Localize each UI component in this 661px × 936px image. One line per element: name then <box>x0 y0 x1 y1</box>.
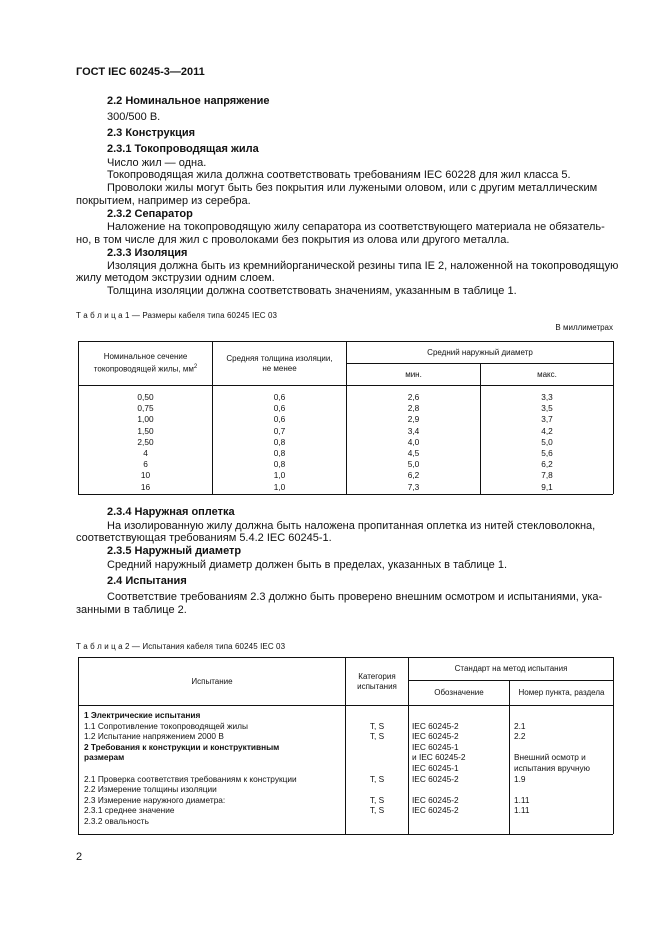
section-2-3-1-title: 2.3.1 Токопроводящая жила <box>107 143 259 155</box>
table1-header-min: мин. <box>405 369 422 379</box>
table-cell <box>514 784 610 795</box>
table-cell: и IEC 60245-2 <box>412 752 466 763</box>
paragraph: Изоляция должна быть из кремнийорганической резины типа IE 2, наложенной на токопроводящую <box>107 260 619 272</box>
table-cell: 0,50 <box>137 392 154 402</box>
table-cell: 5,0 <box>541 436 553 447</box>
table-cell: 4,5 <box>407 447 420 458</box>
table2-column-clause <box>514 710 610 827</box>
table-cell <box>412 784 508 795</box>
table-cell: 2.1 Проверка соответствия требованиям к конструкции <box>84 773 297 784</box>
table-cell: 0,75 <box>137 403 154 414</box>
table-cell <box>84 763 342 774</box>
table-cell: 2,8 <box>407 403 420 414</box>
table-cell: 0,6 <box>273 403 286 414</box>
table-cell: 1.11 <box>514 794 530 805</box>
table-cell: 5,6 <box>541 447 553 458</box>
table1-column-max <box>481 392 613 493</box>
table-cell <box>412 816 508 827</box>
table-cell: 3,4 <box>407 425 420 436</box>
table-cell: 2.3.2 овальность <box>84 815 149 826</box>
section-2-2-value: 300/500 В. <box>107 111 161 123</box>
paragraph: Наложение на токопроводящую жилу сепаратора из соответствующего материала не обязатель- <box>107 221 605 233</box>
table1-header-diameter: Средний наружный диаметр <box>427 347 533 357</box>
table-cell: 2,9 <box>407 414 420 425</box>
table-cell: 2.2 Измерение толщины изоляции <box>84 784 217 795</box>
table-cell: 2.3 Измерение наружного диаметра: <box>84 794 226 805</box>
table-cell: 2 Требования к конструкции и конструктивным <box>84 741 280 752</box>
table1-units: В миллиметрах <box>555 323 613 332</box>
table-cell: 16 <box>140 481 151 492</box>
table-cell: 0,8 <box>273 447 286 458</box>
table2-header-test: Испытание <box>191 676 233 686</box>
table-cell: 1 Электрические испытания <box>84 710 201 720</box>
paragraph: соответствующая требованиям 5.4.2 IEC 60245-1. <box>76 532 332 544</box>
table-cell: T, S <box>369 720 385 731</box>
table-cell <box>514 710 610 721</box>
table-cell: T, S <box>369 805 385 816</box>
table-cell <box>514 816 610 827</box>
table-cell: 5,0 <box>407 459 420 470</box>
table-cell: 0,8 <box>273 436 286 447</box>
paragraph: На изолированную жилу должна быть наложена пропитанная оплетка из нитей стекловолокна, <box>107 520 596 532</box>
table1-column-thickness <box>213 392 346 493</box>
table-cell: IEC 60245-2 <box>412 773 459 784</box>
table-cell: 2,50 <box>137 436 154 447</box>
table-cell: 9,1 <box>541 481 553 492</box>
table-cell: IEC 60245-1 <box>412 762 459 773</box>
paragraph: Число жил — одна. <box>107 157 207 169</box>
table-cell: 3,5 <box>541 403 553 414</box>
table-cell: 10 <box>140 470 151 481</box>
section-2-3-2-title: 2.3.2 Сепаратор <box>107 208 193 220</box>
table-cell: 6,2 <box>407 470 420 481</box>
table2-caption: Т а б л и ц а 2 — Испытания кабеля типа 60245 IEC 03 <box>76 642 286 651</box>
table-cell: 1,00 <box>137 414 154 425</box>
table1-column-min <box>347 392 480 493</box>
table1-header-section: Номинальное сечение токопроводящей жилы, $мм^2$ <box>93 352 198 374</box>
table-cell: 1,0 <box>273 481 286 492</box>
table-cell: 6,2 <box>541 459 553 470</box>
table-cell: IEC 60245-1 <box>412 741 459 752</box>
section-2-4-title: 2.4 Испытания <box>107 575 187 587</box>
table-cell: 7,3 <box>407 481 420 492</box>
table-cell: 4,2 <box>541 425 553 436</box>
document-header: ГОСТ IEC 60245-3—2011 <box>76 66 205 78</box>
table2-column-designation <box>412 710 508 827</box>
table-cell <box>346 784 408 795</box>
table-cell: T, S <box>369 773 385 784</box>
page-number: 2 <box>76 851 83 863</box>
paragraph: покрытием, например из серебра. <box>76 195 251 207</box>
table-cell: 2,6 <box>407 392 420 402</box>
table-cell: 1.2 Испытание напряжением 2000 В <box>84 731 224 742</box>
table-cell: 4,0 <box>407 436 420 447</box>
table-cell: 1.11 <box>514 805 530 816</box>
table-cell: 0,6 <box>273 414 286 425</box>
table2-column-category <box>346 710 408 827</box>
table-cell <box>346 816 408 827</box>
table-cell: 3,7 <box>541 414 553 425</box>
table-cell: Внешний осмотр и <box>514 752 586 763</box>
paragraph: занными в таблице 2. <box>76 604 187 616</box>
paragraph: Толщина изоляции должна соответствовать значениям, указанным в таблице 1. <box>107 285 517 297</box>
table-cell <box>412 710 508 721</box>
paragraph: Соответствие требованиям 2.3 должно быть проверено внешним осмотром и испытаниями, ука- <box>107 591 603 603</box>
table-cell: IEC 60245-2 <box>412 805 459 816</box>
table-cell: 1,50 <box>137 425 154 436</box>
table-cell: IEC 60245-2 <box>412 794 459 805</box>
section-2-2-title: 2.2 Номинальное напряжение <box>107 95 270 107</box>
section-2-3-3-title: 2.3.3 Изоляция <box>107 247 188 259</box>
table-cell: 2.2 <box>514 731 526 742</box>
table-cell: IEC 60245-2 <box>412 720 459 731</box>
table-cell: 0,8 <box>273 459 286 470</box>
paragraph: но, в том числе для жил с проволоками без покрытия из олова или другого металла. <box>76 234 510 246</box>
table2-header-standard: Стандарт на метод испытания <box>454 664 568 673</box>
table-cell: 1.1 Сопротивление токопроводящей жилы <box>84 720 248 731</box>
table-cell: 4 <box>143 447 148 458</box>
table-cell: 2.3.1 среднее значение <box>84 805 175 816</box>
paragraph: Токопроводящая жила должна соответствовать требованиям IEC 60228 для жил класса 5. <box>107 169 571 181</box>
table-cell: испытания вручную <box>514 762 590 773</box>
section-2-3-5-title: 2.3.5 Наружный диаметр <box>107 545 242 557</box>
table2-column-test <box>84 710 342 827</box>
paragraph: Проволоки жилы могут быть без покрытия или лужеными оловом, или с другим металлическим <box>107 182 598 194</box>
table1-header-max: макс. <box>537 369 557 379</box>
table1-caption: Т а б л и ц а 1 — Размеры кабеля типа 60245 IEC 03 <box>76 311 278 320</box>
table-cell: 1.9 <box>514 773 526 784</box>
table2-header-category: Категория испытания <box>357 671 397 691</box>
table2-header-clause: Номер пункта, раздела <box>518 688 605 697</box>
paragraph: Средний наружный диаметр должен быть в пределах, указанных в таблице 1. <box>107 559 508 571</box>
table1-column-section <box>79 392 212 493</box>
table-cell <box>346 763 408 774</box>
table-cell: IEC 60245-2 <box>412 731 459 742</box>
table-cell <box>346 752 408 763</box>
table-cell: T, S <box>369 794 385 805</box>
table-cell <box>346 710 408 721</box>
table-cell: размерам <box>84 752 125 763</box>
table-cell: 0,6 <box>273 392 286 402</box>
table-cell <box>514 742 610 753</box>
table-cell <box>346 742 408 753</box>
table-cell: 2.1 <box>514 720 526 731</box>
table-cell: 1,0 <box>273 470 286 481</box>
table-cell: 7,8 <box>541 470 553 481</box>
table-cell: T, S <box>369 731 385 742</box>
paragraph: жилу методом экструзии одним слоем. <box>76 272 275 284</box>
section-2-3-4-title: 2.3.4 Наружная оплетка <box>107 506 235 518</box>
table2-header-designation: Обозначение <box>434 688 484 697</box>
table1-header-thickness: Средняя толщина изоляции, не менее <box>226 353 333 373</box>
section-2-3-title: 2.3 Конструкция <box>107 127 196 139</box>
table-cell: 0,7 <box>273 425 286 436</box>
table-cell: 6 <box>143 459 148 470</box>
table-cell: 3,3 <box>541 392 553 402</box>
